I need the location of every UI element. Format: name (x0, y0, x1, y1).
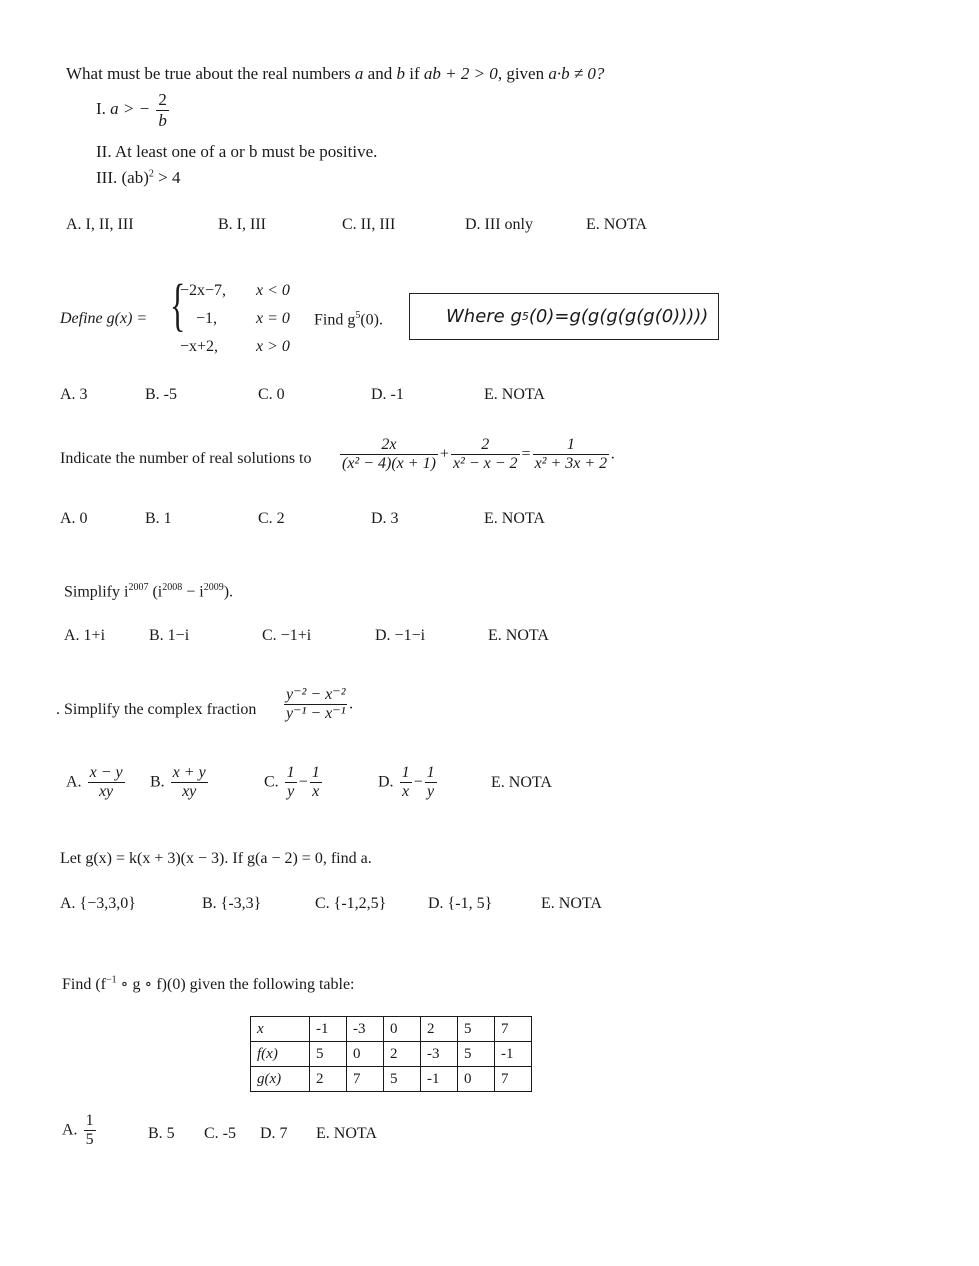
q3-choice-a[interactable]: A. 0 (60, 510, 88, 527)
q7-a-den: 5 (85, 1131, 94, 1149)
q6-choice-e[interactable]: E. NOTA (541, 895, 602, 912)
q7-pre: Find (f (62, 976, 106, 993)
q4-choice-b[interactable]: B. 1−i (149, 627, 190, 644)
q2-where-post: (0)=g(g(g(g(g(0))))) (528, 306, 709, 327)
q4-exp-3: 2009 (203, 582, 224, 593)
q5-c-frac-1 (285, 764, 297, 802)
q5-d1-num: 1 (400, 764, 412, 783)
q2-find-exp: 5 (355, 310, 361, 321)
q1-choice-d[interactable]: D. III only (465, 216, 533, 233)
q3-frac-1 (340, 436, 438, 474)
q2-define: Define g(x) = (60, 310, 148, 327)
q3-eq: = (521, 445, 531, 463)
q2-case-3-expr: −x+2, (180, 338, 219, 355)
q2-find-pre: Find g (314, 311, 356, 329)
q1-stmt1-lhs: a > − (110, 98, 151, 118)
q1-stmt1-num: 2 (158, 90, 167, 109)
q4-prompt (64, 582, 233, 601)
q4-choice-c[interactable]: C. −1+i (262, 627, 312, 644)
q7-post: ∘ g ∘ f)(0) given the following table: (116, 976, 355, 993)
q5-choice-d[interactable] (378, 764, 439, 802)
q7-exp: −1 (106, 974, 117, 986)
table-cell: 5 (458, 1042, 495, 1067)
q1-given-label: , given (497, 64, 545, 83)
q2-where-pre: Where g (446, 306, 522, 327)
q1-stmt3-exp: 2 (148, 168, 154, 180)
table-cell: g(x) (251, 1067, 310, 1092)
q4-choice-e[interactable]: E. NOTA (488, 627, 549, 644)
q3-choice-c[interactable]: C. 2 (258, 510, 285, 527)
q6-choice-c[interactable]: C. {-1,2,5} (315, 895, 387, 912)
table-cell: 0 (458, 1067, 495, 1092)
q7-table (250, 1016, 532, 1092)
q7-choice-a[interactable] (62, 1112, 98, 1150)
table-row (251, 1042, 532, 1067)
q2-choice-a[interactable]: A. 3 (60, 386, 88, 403)
q5-a-label: A. (66, 773, 82, 791)
q1-text: What must be true about the real numbers (66, 64, 351, 83)
q1-stmt3-pre: III. (ab) (96, 168, 149, 187)
q5-c1-num: 1 (285, 764, 297, 783)
q5-d2-num: 1 (425, 764, 437, 783)
q5-d-label: D. (378, 773, 394, 791)
q5-a-num: x − y (88, 764, 125, 783)
q5-b-num: x + y (171, 764, 208, 783)
table-cell: -3 (421, 1042, 458, 1067)
q1-statement-3 (96, 168, 180, 188)
q2-case-1-cond: x < 0 (256, 282, 290, 299)
table-cell: -3 (347, 1017, 384, 1042)
q5-choice-b[interactable] (150, 764, 210, 802)
q7-choice-d[interactable]: D. 7 (260, 1125, 288, 1142)
q2-case-2-cond: x = 0 (256, 310, 290, 327)
q1-choice-c[interactable]: C. II, III (342, 216, 396, 233)
q5-num: y⁻² − x⁻² (284, 686, 347, 705)
q4-mid: (i (148, 583, 163, 601)
q7-choice-e[interactable]: E. NOTA (316, 1125, 377, 1142)
q1-stmt1-label: I. (96, 98, 106, 118)
table-cell: 7 (495, 1067, 532, 1092)
q5-b-fraction (171, 764, 208, 802)
q2-find (314, 310, 383, 329)
q5-d-frac-1 (400, 764, 412, 802)
q5-d-op: − (413, 773, 423, 791)
table-cell: 7 (347, 1067, 384, 1092)
q1-and: and (367, 64, 393, 83)
q3-f2-num: 2 (451, 436, 520, 455)
q6-choice-b[interactable]: B. {-3,3} (202, 895, 262, 912)
q1-statement-1 (96, 90, 171, 130)
q2-where-box (409, 293, 719, 340)
q2-find-post: (0). (360, 311, 383, 329)
table-cell: -1 (495, 1042, 532, 1067)
q5-period: . (349, 695, 354, 713)
table-cell: 0 (384, 1017, 421, 1042)
q3-period: . (611, 445, 616, 463)
q7-a-label: A. (62, 1121, 78, 1139)
q1-choice-e[interactable]: E. NOTA (586, 216, 647, 233)
q1-statement-2: II. At least one of a or b must be positive. (96, 142, 378, 161)
table-row (251, 1017, 532, 1042)
q6-choice-d[interactable]: D. {-1, 5} (428, 895, 493, 912)
q2-brace: { (170, 272, 186, 337)
q1-choice-b[interactable]: B. I, III (218, 216, 266, 233)
table-cell: -1 (421, 1067, 458, 1092)
q1-var-a: a (354, 64, 364, 83)
q7-choice-c[interactable]: C. -5 (204, 1125, 236, 1142)
q3-equation (338, 436, 615, 474)
q6-prompt: Let g(x) = k(x + 3)(x − 3). If g(a − 2) = 0, find a. (60, 850, 372, 867)
q1-stmt3-post: > 4 (153, 168, 181, 187)
q2-where-exp: 5 (521, 310, 529, 323)
q3-f3-den: x² + 3x + 2 (534, 455, 608, 473)
q3-f2-den: x² − x − 2 (452, 455, 518, 473)
q2-choice-d[interactable]: D. -1 (371, 386, 404, 403)
q5-den: y⁻¹ − x⁻¹ (286, 705, 346, 723)
q3-f1-den: (x² − 4)(x + 1) (342, 455, 436, 473)
q1-stmt1-den: b (158, 110, 167, 130)
q3-choice-b[interactable]: B. 1 (145, 510, 172, 527)
table-cell: 5 (384, 1067, 421, 1092)
q5-b-den: xy (182, 783, 197, 801)
q4-exp-2: 2008 (162, 582, 183, 593)
q3-plus: + (439, 445, 449, 463)
q7-choice-b[interactable]: B. 5 (148, 1125, 175, 1142)
q5-a-fraction (88, 764, 125, 802)
q1-given: a·b ≠ 0? (548, 64, 605, 83)
table-cell: 2 (384, 1042, 421, 1067)
q5-main-fraction (284, 686, 347, 724)
q1-if: if (409, 64, 420, 83)
q1-condition: ab + 2 > 0 (423, 64, 498, 83)
table-cell: 2 (310, 1067, 347, 1092)
q5-c-frac-2 (310, 764, 322, 802)
q1-prompt (66, 64, 604, 84)
q3-f1-num: 2x (340, 436, 438, 455)
table-cell: 5 (458, 1017, 495, 1042)
q2-case-3-cond: x > 0 (256, 338, 290, 355)
q4-exp-1: 2007 (128, 582, 149, 593)
q5-c1-den: y (287, 783, 295, 801)
q7-a-num: 1 (84, 1112, 96, 1131)
q6-choice-a[interactable]: A. {−3,3,0} (60, 895, 136, 912)
q7-table-wrap (250, 1016, 532, 1092)
q3-frac-3 (533, 436, 610, 474)
q5-choice-c[interactable] (264, 764, 324, 802)
q4-post: ). (223, 583, 234, 601)
q3-f3-num: 1 (533, 436, 610, 455)
q5-b-label: B. (150, 773, 165, 791)
q3-choice-d[interactable]: D. 3 (371, 510, 399, 527)
q5-choice-e[interactable]: E. NOTA (491, 774, 552, 791)
table-cell: 2 (421, 1017, 458, 1042)
q5-d2-den: y (427, 783, 435, 801)
table-cell: 5 (310, 1042, 347, 1067)
q1-choice-a[interactable]: A. I, II, III (66, 216, 134, 233)
q3-choice-e[interactable]: E. NOTA (484, 510, 545, 527)
q5-c2-num: 1 (310, 764, 322, 783)
q5-c-op: − (298, 773, 308, 791)
q2-case-1-expr: −2x−7, (180, 282, 227, 299)
q4-minus: − i (182, 583, 204, 601)
q1-var-b: b (396, 64, 405, 83)
q4-choice-d[interactable]: D. −1−i (375, 627, 426, 644)
q5-a-den: xy (98, 783, 114, 801)
q4-choice-a[interactable]: A. 1+i (64, 627, 106, 644)
q7-a-fraction (84, 1112, 96, 1150)
q2-choice-c[interactable]: C. 0 (258, 386, 285, 403)
table-row (251, 1067, 532, 1092)
table-cell: 7 (495, 1017, 532, 1042)
q7-prompt (62, 974, 355, 994)
q5-choice-a[interactable] (66, 764, 127, 802)
q2-choice-e[interactable]: E. NOTA (484, 386, 545, 403)
q3-prompt: Indicate the number of real solutions to (60, 450, 312, 467)
table-cell: -1 (310, 1017, 347, 1042)
q4-pre: Simplify i (64, 583, 129, 601)
q5-c2-den: x (312, 783, 320, 801)
table-cell: f(x) (251, 1042, 310, 1067)
table-cell: x (251, 1017, 310, 1042)
q3-frac-2 (451, 436, 520, 474)
q5-fraction (282, 686, 353, 724)
q5-d-frac-2 (425, 764, 437, 802)
q1-stmt1-fraction (156, 90, 169, 130)
table-cell: 0 (347, 1042, 384, 1067)
q2-choice-b[interactable]: B. -5 (145, 386, 177, 403)
q5-d1-den: x (402, 783, 410, 801)
q2-case-2-expr: −1, (196, 310, 218, 327)
q5-c-label: C. (264, 773, 279, 791)
q5-prompt: . Simplify the complex fraction (56, 701, 257, 718)
